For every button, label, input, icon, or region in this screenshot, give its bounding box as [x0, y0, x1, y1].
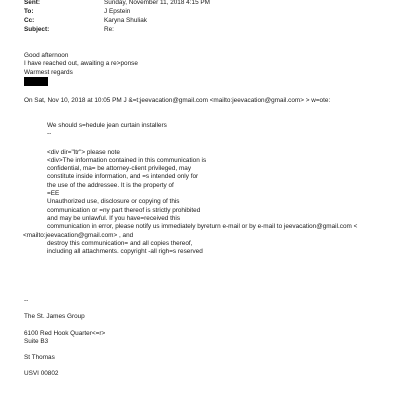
subject-label: Subject:	[24, 26, 50, 33]
header-row-subject	[24, 25, 394, 34]
redacted-name-row	[24, 77, 138, 87]
notice-line: the use of the addressee. It is the property of	[47, 181, 174, 189]
signature-org: The St. James Group	[24, 313, 85, 321]
to-label: To:	[24, 8, 34, 15]
greeting: Good afternoon	[24, 52, 69, 59]
subject-value: Re:	[104, 26, 114, 33]
header-row-to	[24, 7, 394, 16]
quoted-line-1: We should s=hedule jean curtain installers	[47, 122, 167, 129]
sent-value: Sunday, November 11, 2018 4:15 PM	[104, 0, 210, 6]
quoted-sep: --	[47, 130, 52, 138]
header-row-sent	[24, 0, 394, 7]
email-header	[24, 0, 394, 34]
signature-address-2: Suite B3	[24, 337, 49, 345]
to-value: J Epstein	[104, 8, 131, 15]
notice-line: <div>The information contained in this communication is	[47, 156, 207, 164]
notice-line: Unauthorized use, disclosure or copying of this	[47, 198, 180, 206]
notice-line-outdented: <mailto:jeevacation@gmail.com> , and	[23, 231, 134, 239]
notice-line: communication or =ny part thereof is strictly prohibited	[47, 206, 201, 214]
header-row-cc	[24, 16, 394, 25]
signature	[24, 297, 105, 379]
redaction-block	[24, 77, 48, 86]
notice-line: including all attachments. copyright -all righ=s reserved	[47, 248, 203, 256]
quoted-message	[23, 122, 392, 256]
cc-value: Karyna Shuliak	[104, 17, 147, 24]
reply-body	[24, 52, 138, 87]
notice-line: destroy this communication= and all copies thereof,	[47, 239, 193, 247]
attribution-line	[24, 97, 330, 105]
signature-city: St Thomas	[24, 354, 55, 362]
notice-line: =EE	[47, 190, 60, 198]
reply-text: I have reached out, awaiting a re>ponse	[24, 60, 138, 68]
notice-line: communication in error, please notify us immediately byreturn e-mail or by e-mail to jeevacation@gmail.com <	[47, 223, 358, 231]
signature-address-1: 6100 Red Hook Quarter<=r>	[24, 329, 106, 337]
notice-line: and may be unlawful. If you have=received this	[47, 214, 181, 222]
signature-zip: USVI 00802	[24, 370, 59, 378]
notice-line: constitute inside information, and =s intended only for	[47, 173, 199, 181]
signature-sep: --	[24, 297, 29, 304]
notice-line: <div dir="ltr"> please note	[47, 148, 120, 156]
closing: Warmest regards	[24, 68, 73, 76]
attribution: On Sat, Nov 10, 2018 at 10:05 PM J &=t;jeevacation@gmail.com <mailto:jeevacation@gmail.com> > w=ote:	[24, 97, 331, 104]
cc-label: Cc:	[24, 17, 35, 24]
notice-line: confidential, ma= be attorney-client privileged, may	[47, 165, 192, 173]
sent-label: Sent:	[24, 0, 40, 6]
